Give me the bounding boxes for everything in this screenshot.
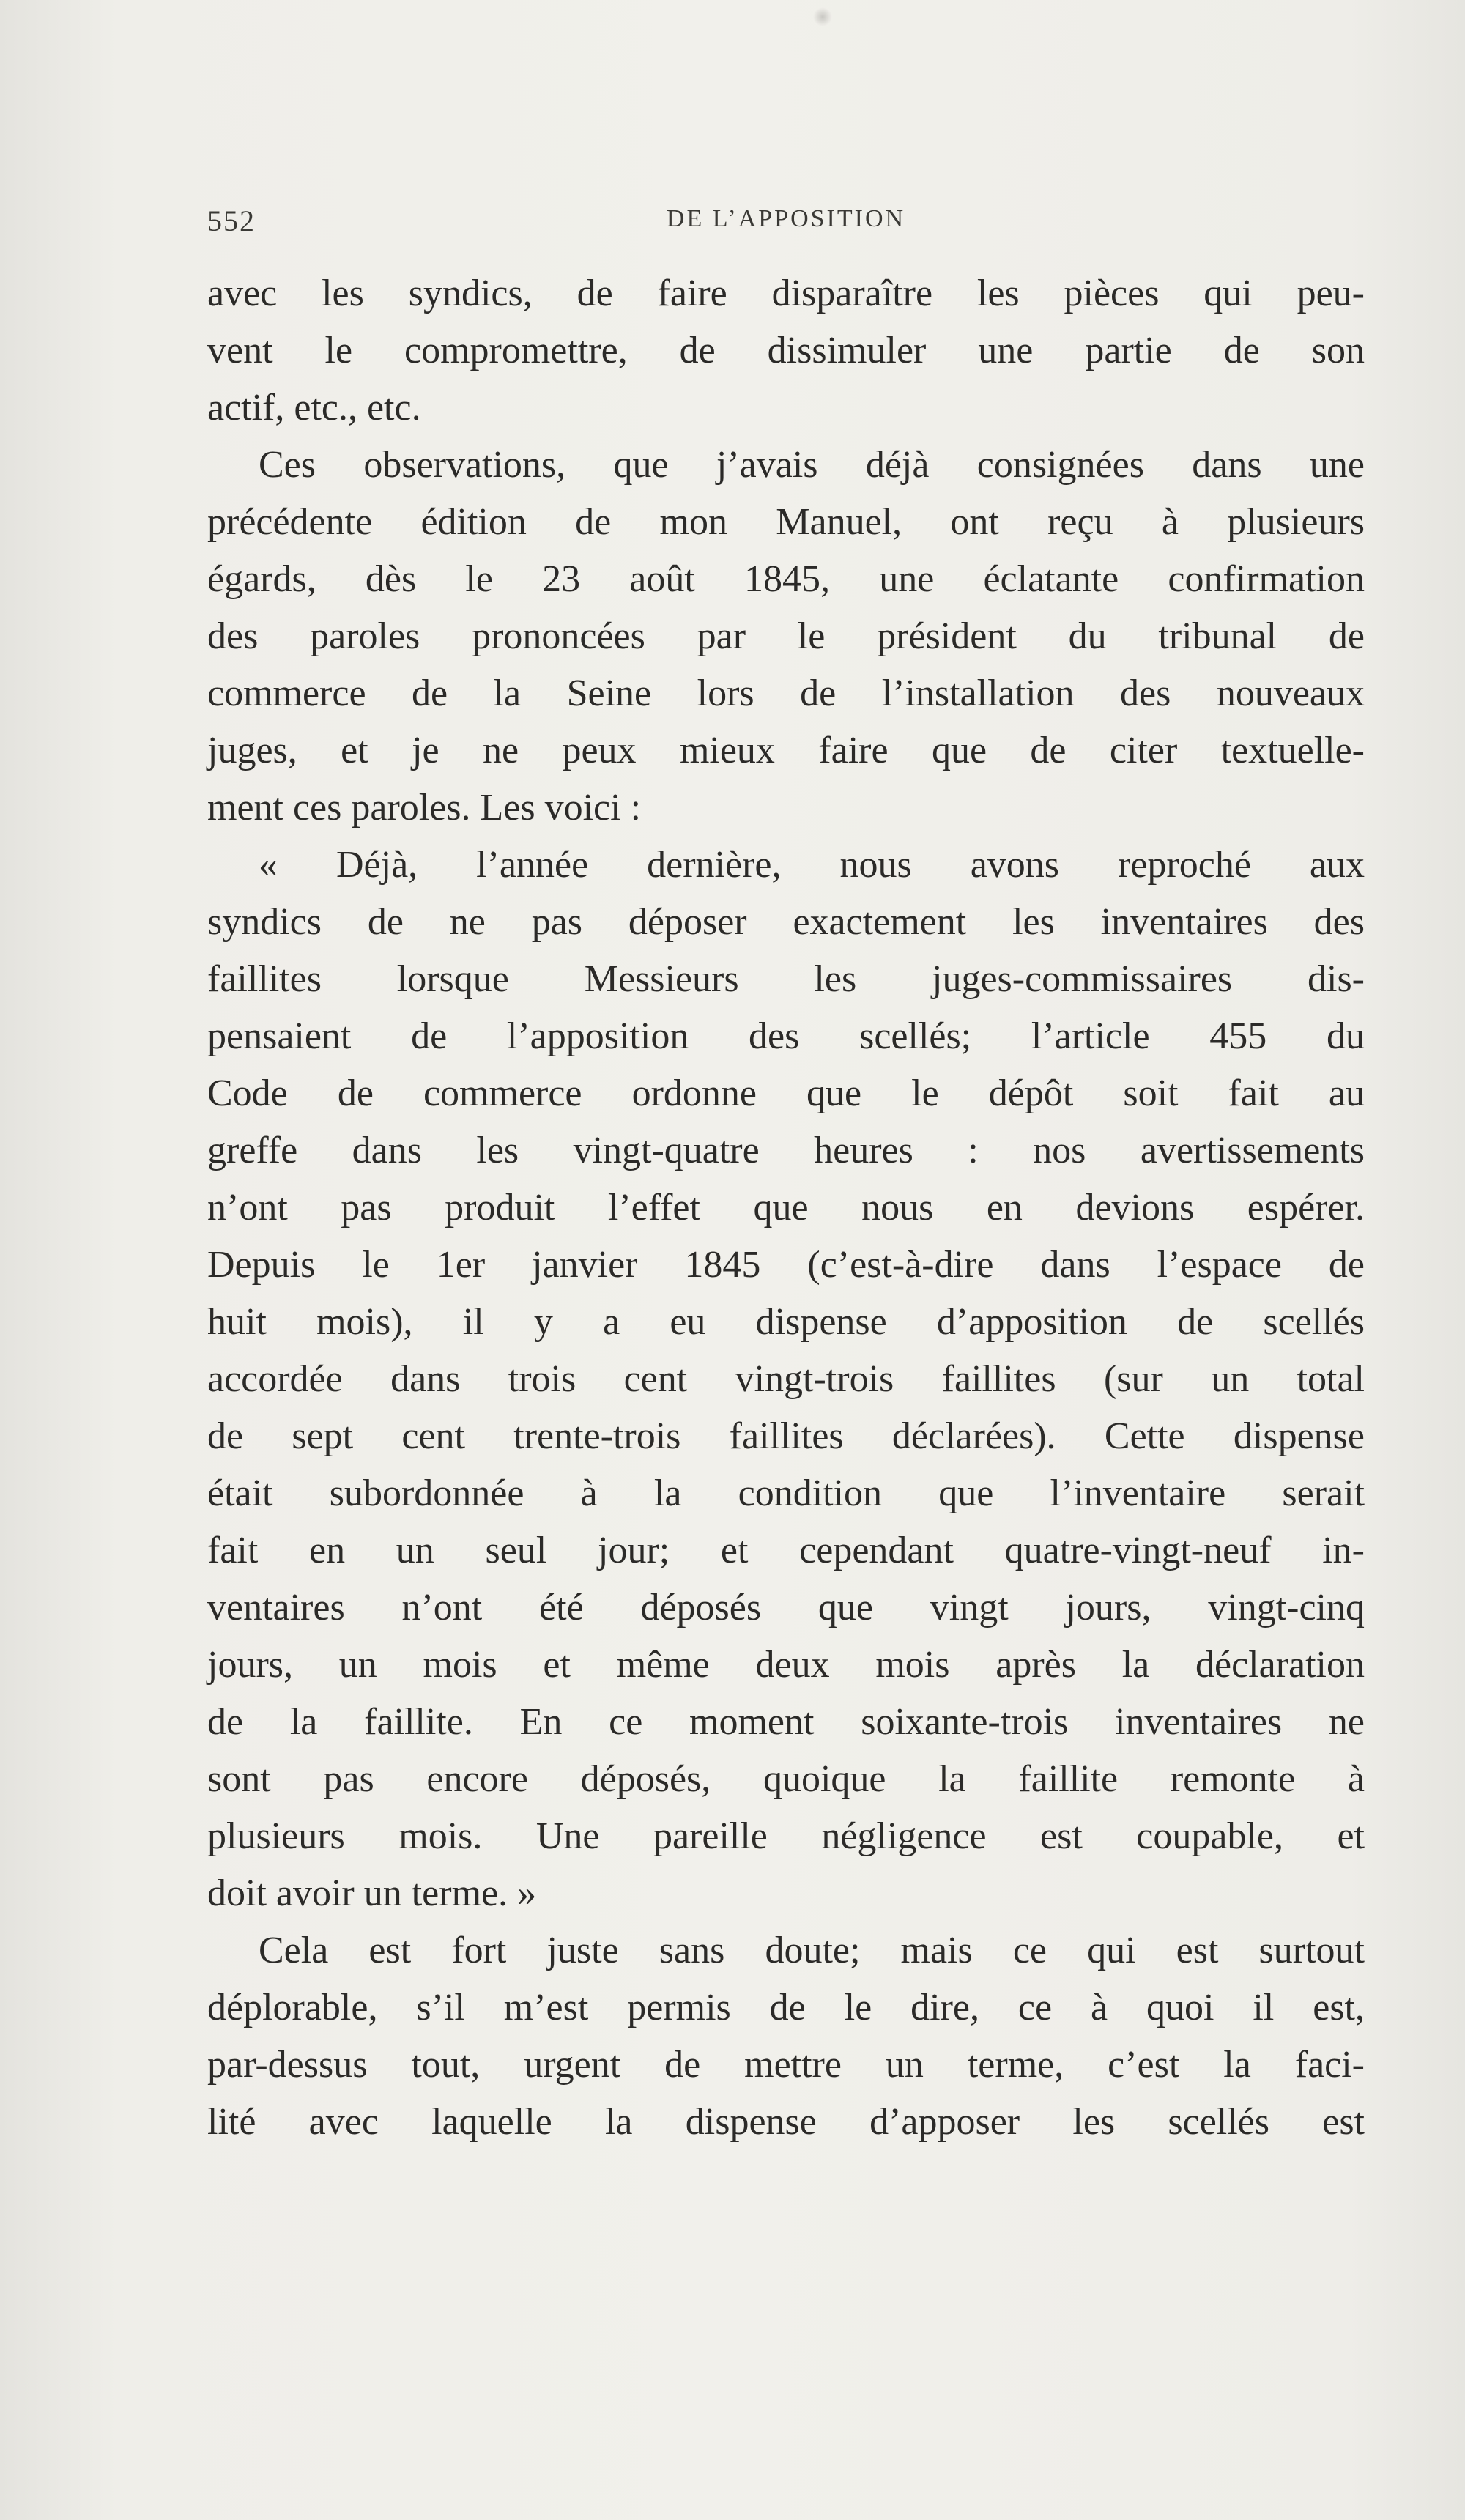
text-line: « Déjà, l’année dernière, nous avons reproché aux [259,844,1365,886]
text-line: plusieurs mois. Une pareille négligence est coupable, et [207,1815,1365,1857]
text-line: pensaient de l’apposition des scellés; l’article 455 du [207,1015,1365,1057]
text-line: par-dessus tout, urgent de mettre un terme, c’est la faci- [207,2044,1365,2086]
text-line: déplorable, s’il m’est permis de le dire, ce à quoi il est, [207,1987,1365,2028]
text-line: de sept cent trente-trois faillites déclarées). Cette dispense [207,1415,1365,1457]
text-line: lité avec laquelle la dispense d’apposer les scellés est [207,2101,1365,2143]
running-head: DE L’APPOSITION [666,205,906,232]
text-line: faillites lorsque Messieurs les juges-commissaires dis- [207,958,1365,1000]
text-line: doit avoir un terme. » [207,1872,537,1914]
text-line: vent le compromettre, de dissimuler une partie de son [207,330,1365,371]
text-line: actif, etc., etc. [207,387,421,429]
text-line: huit mois), il y a eu dispense d’apposition de scellés [207,1301,1365,1343]
text-line: Cela est fort juste sans doute; mais ce qui est surtout [259,1930,1365,1971]
text-line: sont pas encore déposés, quoique la faillite remonte à [207,1758,1365,1800]
body-text [207,265,1365,2151]
text-line: était subordonnée à la condition que l’inventaire serait [207,1472,1365,1514]
text-line: ment ces paroles. Les voici : [207,787,642,829]
text-line: Code de commerce ordonne que le dépôt soit fait au [207,1072,1365,1114]
text-line: n’ont pas produit l’effet que nous en devions espérer. [207,1187,1365,1228]
text-line: Depuis le 1er janvier 1845 (c’est-à-dire dans l’espace de [207,1244,1365,1286]
text-line: Ces observations, que j’avais déjà consignées dans une [259,444,1365,486]
text-line: greffe dans les vingt-quatre heures : nos avertissements [207,1130,1365,1171]
text-line: accordée dans trois cent vingt-trois faillites (sur un total [207,1358,1365,1400]
page-header [207,204,1365,248]
text-line: avec les syndics, de faire disparaître les pièces qui peu- [207,273,1365,314]
text-line: syndics de ne pas déposer exactement les inventaires des [207,901,1365,943]
text-line: fait en un seul jour; et cependant quatre-vingt-neuf in- [207,1530,1365,1571]
paper-speck [813,7,832,26]
text-line: jours, un mois et même deux mois après la déclaration [207,1644,1365,1686]
text-line: précédente édition de mon Manuel, ont reçu à plusieurs [207,501,1365,543]
page-number: 552 [207,204,256,237]
text-line: égards, dès le 23 août 1845, une éclatante confirmation [207,558,1365,600]
text-line: ventaires n’ont été déposés que vingt jours, vingt-cinq [207,1587,1365,1628]
text-line: commerce de la Seine lors de l’installation des nouveaux [207,672,1365,714]
text-line: juges, et je ne peux mieux faire que de citer textuelle- [207,730,1365,771]
text-line: des paroles prononcées par le président du tribunal de [207,615,1365,657]
text-line: de la faillite. En ce moment soixante-trois inventaires ne [207,1701,1365,1743]
